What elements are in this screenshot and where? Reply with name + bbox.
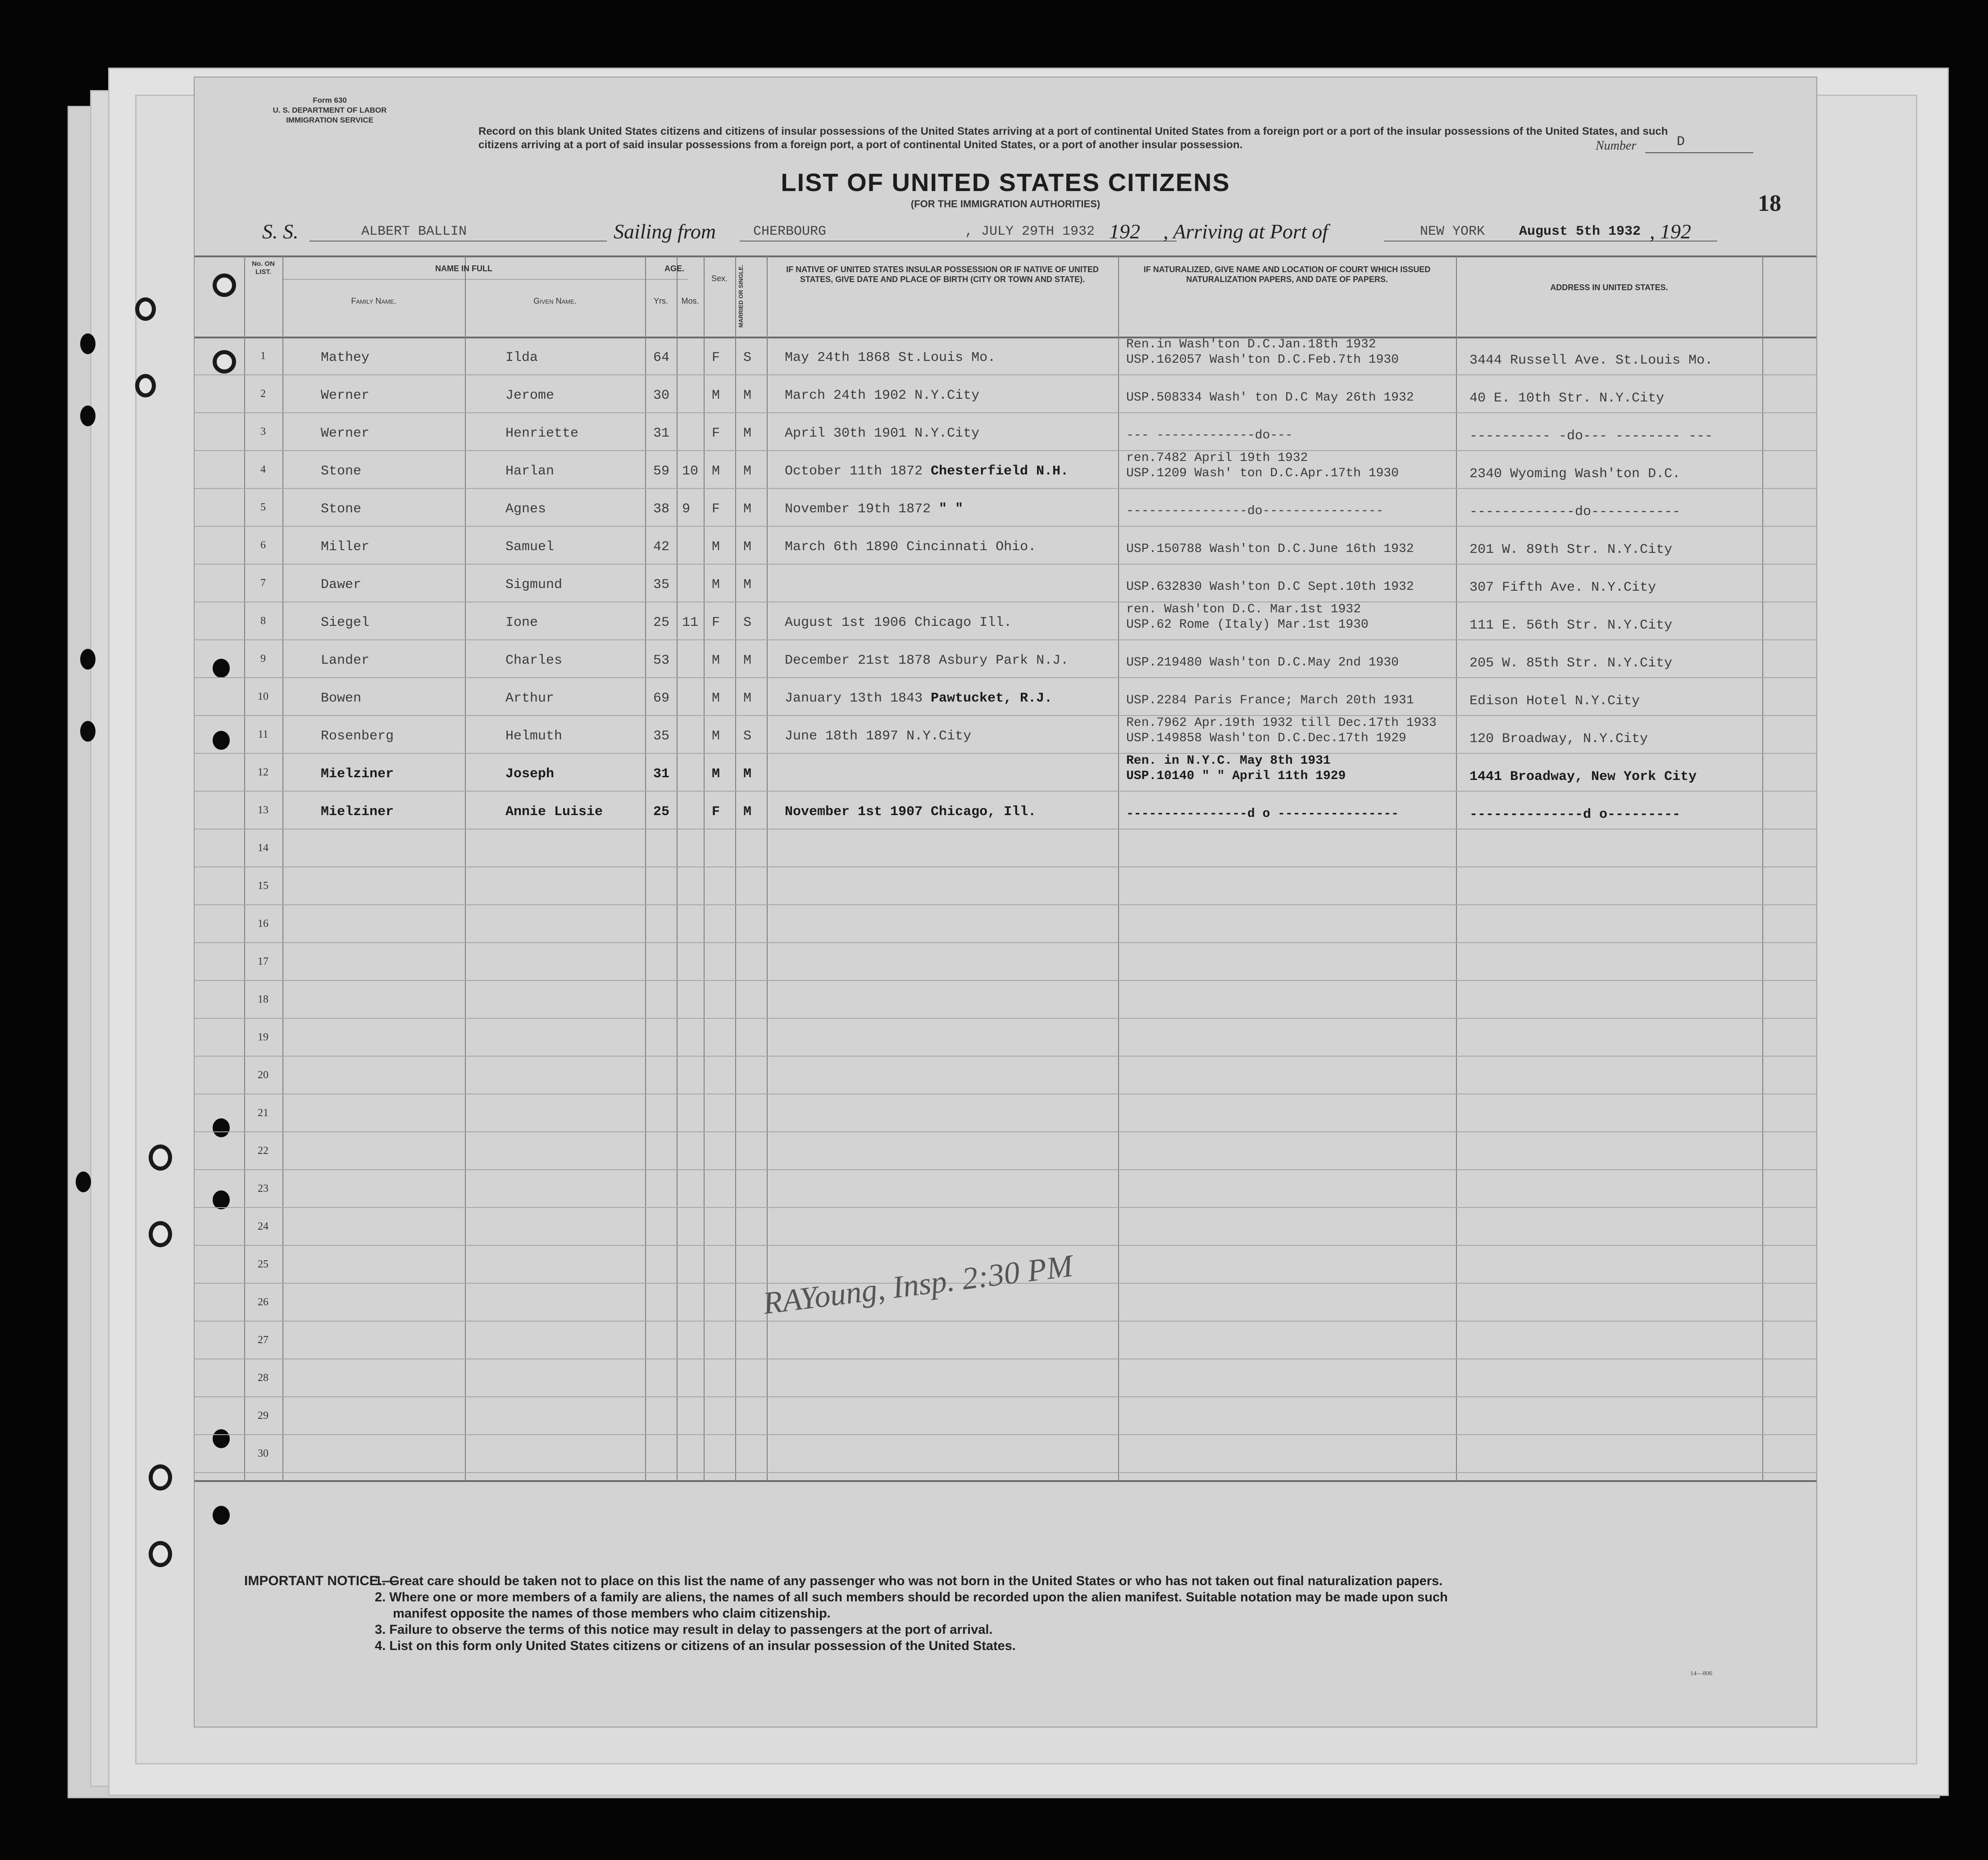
- sex: F: [712, 350, 720, 365]
- row-line: [195, 715, 1816, 716]
- marital-status: M: [743, 464, 752, 479]
- row-number: 6: [260, 539, 266, 551]
- age-months: 11: [682, 615, 699, 630]
- birth-info: November 19th 1872: [785, 501, 931, 517]
- birth-info: October 11th 1872: [785, 464, 923, 479]
- given-name: Helmuth: [505, 729, 563, 744]
- age-years: 31: [653, 766, 670, 782]
- row-line: [195, 1169, 1816, 1170]
- age-years: 25: [653, 615, 670, 630]
- row-number: 15: [258, 880, 268, 892]
- row-line: [195, 488, 1816, 489]
- form-number: Form 630: [313, 96, 347, 105]
- column-header-naturalized: IF NATURALIZED, GIVE NAME AND LOCATION OF COURT WHICH ISSUED NATURALIZATION PAPERS, AND DATE OF PAPERS.: [1143, 265, 1431, 284]
- marital-status: M: [743, 539, 752, 555]
- table-bottom-border: [195, 1480, 1816, 1482]
- marital-status: M: [743, 501, 752, 517]
- sex: M: [712, 691, 720, 706]
- sex: F: [712, 615, 720, 630]
- family-name: Werner: [321, 426, 370, 441]
- family-name: Dawer: [321, 577, 362, 593]
- birth-info: May 24th 1868 St.Louis Mo.: [785, 350, 996, 365]
- birth-info: January 13th 1843: [785, 691, 923, 706]
- column-header-married: MARRIED OR SINGLE.: [737, 264, 744, 328]
- row-number: 2: [260, 388, 266, 400]
- form-preamble: Record on this blank United States citizens and citizens of insular possessions of the United States arriving at a port of continental United States from a foreign port or a port of the insular possessions of the United States, and such citizens arriving at a port of said insular possessions from a foreign port, a port of continental United States, or a port of another insular possession.: [478, 125, 1668, 151]
- sex: M: [712, 464, 720, 479]
- naturalization-renewal: ren.7482 April 19th 1932: [1126, 451, 1308, 465]
- column-header-no: No. ON LIST.: [252, 260, 275, 276]
- inspector-signature: RAYoung, Insp. 2:30 PM: [761, 1249, 1075, 1321]
- given-name: Joseph: [505, 766, 555, 782]
- row-line: [195, 753, 1816, 754]
- row-line: [195, 791, 1816, 792]
- row-number: 21: [258, 1107, 268, 1119]
- age-years: 64: [653, 350, 670, 365]
- column-header-given: Given Name.: [533, 296, 577, 305]
- row-number: 4: [260, 464, 266, 475]
- family-name: Mielziner: [321, 804, 394, 820]
- us-address: 1441 Broadway, New York City: [1469, 769, 1697, 784]
- us-address: 2340 Wyoming Wash'ton D.C.: [1469, 466, 1681, 482]
- punch-hole: [80, 333, 96, 354]
- row-number: 11: [258, 729, 268, 740]
- naturalization-renewal: ren. Wash'ton D.C. Mar.1st 1932: [1126, 602, 1361, 616]
- marital-status: M: [743, 766, 752, 782]
- column-line: [645, 255, 646, 1481]
- us-address: 201 W. 89th Str. N.Y.City: [1469, 542, 1673, 557]
- row-line: [195, 677, 1816, 678]
- notice-item-2: 2. Where one or more members of a family are aliens, the names of all such members should be recorded upon the alien manifest. Suitable notation may be made upon such: [375, 1590, 1448, 1605]
- column-line: [1456, 255, 1457, 1481]
- sex: M: [712, 729, 720, 744]
- row-number: 14: [258, 842, 268, 854]
- family-name: Mathey: [321, 350, 370, 365]
- row-number: 17: [258, 956, 268, 967]
- age-years: 42: [653, 539, 670, 555]
- marital-status: S: [743, 615, 752, 630]
- us-address: 3444 Russell Ave. St.Louis Mo.: [1469, 353, 1713, 368]
- arrival-year-suffix: , 192: [1650, 220, 1691, 243]
- column-line: [1762, 255, 1763, 1481]
- column-header-family: Family Name.: [351, 296, 396, 305]
- number-value: D: [1677, 134, 1685, 150]
- row-number: 19: [258, 1031, 268, 1043]
- column-line: [465, 255, 466, 1481]
- row-line: [195, 526, 1816, 527]
- row-line: [195, 980, 1816, 981]
- age-years: 31: [653, 426, 670, 441]
- row-number: 29: [258, 1410, 268, 1422]
- us-address: -------------do-----------: [1469, 504, 1681, 520]
- birth-info: April 30th 1901 N.Y.City: [785, 426, 980, 441]
- punch-hole: [149, 1464, 172, 1491]
- citizens-table: [195, 255, 1816, 1481]
- punch-hole: [135, 374, 156, 397]
- us-address: 307 Fifth Ave. N.Y.City: [1469, 580, 1656, 595]
- sex: M: [712, 766, 720, 782]
- row-line: [195, 829, 1816, 830]
- row-number: 23: [258, 1183, 268, 1194]
- age-months: 10: [682, 464, 699, 479]
- row-line: [195, 866, 1816, 867]
- page-subtitle: (FOR THE IMMIGRATION AUTHORITIES): [910, 198, 1101, 210]
- birth-info: March 6th 1890 Cincinnati Ohio.: [785, 539, 1037, 555]
- number-line: [1645, 152, 1753, 153]
- column-line: [704, 255, 705, 1481]
- notice-item-2-cont: manifest opposite the names of those members who claim citizenship.: [393, 1606, 831, 1621]
- ship-name-line: [309, 241, 607, 242]
- birth-place: Chesterfield N.H.: [931, 464, 1069, 479]
- row-number: 3: [260, 426, 266, 438]
- given-name: Jerome: [505, 388, 555, 403]
- marital-status: M: [743, 804, 752, 820]
- row-number: 25: [258, 1258, 268, 1270]
- given-name: Arthur: [505, 691, 555, 706]
- punch-hole: [80, 406, 96, 426]
- punch-hole: [149, 1221, 172, 1247]
- service-name: IMMIGRATION SERVICE: [286, 116, 373, 124]
- given-name: Harlan: [505, 464, 555, 479]
- naturalization-papers: USP.62 Rome (Italy) Mar.1st 1930: [1126, 618, 1369, 632]
- punch-hole: [149, 1144, 172, 1171]
- row-line: [195, 1396, 1816, 1397]
- naturalization-papers: USP.508334 Wash' ton D.C May 26th 1932: [1126, 391, 1414, 405]
- row-number: 10: [258, 691, 268, 702]
- form-code: 14—806: [1690, 1670, 1712, 1677]
- row-line: [195, 450, 1816, 451]
- birth-place: Pawtucket, R.J.: [931, 691, 1053, 706]
- marital-status: M: [743, 691, 752, 706]
- row-number: 20: [258, 1069, 268, 1081]
- age-years: 38: [653, 501, 670, 517]
- row-line: [195, 942, 1816, 943]
- marital-status: M: [743, 577, 752, 593]
- marital-status: S: [743, 350, 752, 365]
- marital-status: M: [743, 388, 752, 403]
- form-identifier: [235, 96, 424, 125]
- marital-status: S: [743, 729, 752, 744]
- row-number: 8: [260, 615, 266, 627]
- row-number: 12: [258, 766, 268, 778]
- naturalization-papers: USP.1209 Wash' ton D.C.Apr.17th 1930: [1126, 466, 1399, 480]
- given-name: Ione: [505, 615, 538, 630]
- birth-place: " ": [939, 501, 964, 517]
- us-address: 205 W. 85th Str. N.Y.City: [1469, 656, 1673, 671]
- naturalization-renewal: Ren. in N.Y.C. May 8th 1931: [1126, 754, 1331, 768]
- punch-hole: [135, 297, 156, 321]
- given-name: Sigmund: [505, 577, 563, 593]
- naturalization-papers: USP.2284 Paris France; March 20th 1931: [1126, 693, 1414, 707]
- family-name: Siegel: [321, 615, 370, 630]
- page-title: LIST OF UNITED STATES CITIZENS: [781, 168, 1230, 196]
- row-line: [195, 1245, 1816, 1246]
- us-address: ---------- -do--- -------- ---: [1469, 429, 1713, 444]
- row-line: [195, 564, 1816, 565]
- naturalization-papers: ----------------d o ----------------: [1126, 807, 1399, 821]
- sailing-port: CHERBOURG: [753, 224, 827, 239]
- row-number: 18: [258, 994, 268, 1005]
- naturalization-papers: --- -------------do---: [1126, 429, 1293, 442]
- sex: F: [712, 426, 720, 441]
- row-line: [195, 1131, 1816, 1132]
- naturalization-papers: USP.150788 Wash'ton D.C.June 16th 1932: [1126, 542, 1414, 556]
- sailing-date: , JULY 29TH 1932: [965, 224, 1095, 239]
- column-line: [735, 255, 736, 1481]
- notice-label: IMPORTANT NOTICE.—: [244, 1573, 396, 1588]
- column-header-birth: IF NATIVE OF UNITED STATES INSULAR POSSESSION OR IF NATIVE OF UNITED STATES, GIVE DATE AND PLACE OF BIRTH (CITY OR TOWN AND STATE).: [786, 265, 1099, 284]
- arrival-port: NEW YORK: [1420, 224, 1485, 239]
- header-subline: [282, 279, 688, 280]
- column-line: [1118, 255, 1119, 1481]
- row-number: 13: [258, 804, 268, 816]
- column-header-name: NAME IN FULL: [435, 264, 492, 273]
- row-line: [195, 1207, 1816, 1208]
- family-name: Lander: [321, 653, 370, 668]
- punch-hole: [149, 1541, 172, 1567]
- page-number: 18: [1758, 191, 1781, 216]
- family-name: Bowen: [321, 691, 362, 706]
- birth-info: August 1st 1906 Chicago Ill.: [785, 615, 1012, 630]
- birth-info: November 1st 1907 Chicago, Ill.: [785, 804, 1037, 820]
- naturalization-papers: USP.219480 Wash'ton D.C.May 2nd 1930: [1126, 656, 1399, 670]
- punch-hole: [213, 1506, 230, 1525]
- punch-hole: [80, 721, 96, 742]
- family-name: Rosenberg: [321, 729, 394, 744]
- given-name: Charles: [505, 653, 563, 668]
- row-line: [195, 412, 1816, 413]
- row-number: 16: [258, 918, 268, 930]
- row-line: [195, 639, 1816, 640]
- given-name: Ilda: [505, 350, 538, 365]
- row-number: 1: [260, 350, 266, 362]
- row-line: [195, 1321, 1816, 1322]
- sailing-label: Sailing from: [614, 220, 716, 243]
- punch-hole: [76, 1172, 91, 1192]
- column-line: [677, 255, 678, 1481]
- column-header-mos: Mos.: [681, 296, 699, 305]
- given-name: Samuel: [505, 539, 555, 555]
- given-name: Agnes: [505, 501, 546, 517]
- family-name: Stone: [321, 464, 362, 479]
- arrival-date: August 5th 1932: [1519, 224, 1641, 239]
- column-header-sex: Sex.: [711, 274, 728, 283]
- naturalization-papers: USP.632830 Wash'ton D.C Sept.10th 1932: [1126, 580, 1414, 594]
- us-address: 120 Broadway, N.Y.City: [1469, 731, 1648, 747]
- us-address: Edison Hotel N.Y.City: [1469, 693, 1640, 709]
- sex: M: [712, 653, 720, 668]
- family-name: Werner: [321, 388, 370, 403]
- sailing-year-suffix: 192: [1109, 220, 1140, 243]
- notice-item-1: 1. Great care should be taken not to place on this list the name of any passenger who was not born in the United States or who has not taken out final naturalization papers.: [375, 1574, 1443, 1588]
- column-header-age: AGE.: [664, 264, 684, 273]
- sex: F: [712, 804, 720, 820]
- given-name: Henriette: [505, 426, 579, 441]
- notice-item-3: 3. Failure to observe the terms of this notice may result in delay to passengers at the port of arrival.: [375, 1623, 993, 1637]
- row-number: 26: [258, 1296, 268, 1308]
- ss-label: S. S.: [262, 220, 299, 243]
- row-line: [195, 1434, 1816, 1435]
- age-years: 59: [653, 464, 670, 479]
- row-number: 28: [258, 1372, 268, 1384]
- row-number: 5: [260, 501, 266, 513]
- row-line: [195, 374, 1816, 375]
- birth-info: June 18th 1897 N.Y.City: [785, 729, 972, 744]
- ship-name: ALBERT BALLIN: [361, 224, 467, 239]
- department-name: U. S. DEPARTMENT OF LABOR: [273, 106, 387, 114]
- naturalization-renewal: Ren.in Wash'ton D.C.Jan.18th 1932: [1126, 337, 1376, 351]
- age-years: 53: [653, 653, 670, 668]
- birth-info: December 21st 1878 Asbury Park N.J.: [785, 653, 1069, 668]
- age-years: 69: [653, 691, 670, 706]
- family-name: Mielziner: [321, 766, 394, 782]
- header-bottom-border: [195, 337, 1816, 338]
- row-number: 30: [258, 1448, 268, 1459]
- row-line: [195, 1056, 1816, 1057]
- marital-status: M: [743, 653, 752, 668]
- row-number: 7: [260, 577, 266, 589]
- naturalization-renewal: Ren.7962 Apr.19th 1932 till Dec.17th 1933: [1126, 716, 1437, 730]
- row-line: [195, 1018, 1816, 1019]
- row-number: 24: [258, 1221, 268, 1232]
- notice-item-4: 4. List on this form only United States citizens or citizens of an insular possession of the United States.: [375, 1639, 1016, 1653]
- row-number: 9: [260, 653, 266, 665]
- sex: M: [712, 539, 720, 555]
- birth-info: March 24th 1902 N.Y.City: [785, 388, 980, 403]
- row-line: [195, 1472, 1816, 1473]
- family-name: Miller: [321, 539, 370, 555]
- us-address: --------------d o---------: [1469, 807, 1681, 822]
- naturalization-papers: ----------------do----------------: [1126, 504, 1384, 518]
- age-months: 9: [682, 501, 691, 517]
- table-top-border: [195, 255, 1816, 257]
- marital-status: M: [743, 426, 752, 441]
- row-number: 22: [258, 1145, 268, 1157]
- naturalization-papers: USP.10140 " " April 11th 1929: [1126, 769, 1346, 783]
- sex: F: [712, 501, 720, 517]
- punch-hole: [80, 649, 96, 670]
- sex: M: [712, 388, 720, 403]
- age-years: 25: [653, 804, 670, 820]
- naturalization-papers: USP.149858 Wash'ton D.C.Dec.17th 1929: [1126, 731, 1406, 745]
- column-header-address: ADDRESS IN UNITED STATES.: [1550, 283, 1668, 292]
- age-years: 30: [653, 388, 670, 403]
- arriving-label: , Arriving at Port of: [1163, 220, 1328, 243]
- age-years: 35: [653, 729, 670, 744]
- us-address: 111 E. 56th Str. N.Y.City: [1469, 618, 1673, 633]
- column-header-yrs: Yrs.: [653, 296, 668, 305]
- row-number: 27: [258, 1334, 268, 1346]
- age-years: 35: [653, 577, 670, 593]
- sex: M: [712, 577, 720, 593]
- number-label: Number: [1596, 139, 1637, 153]
- family-name: Stone: [321, 501, 362, 517]
- column-line: [282, 255, 283, 1481]
- row-line: [195, 904, 1816, 905]
- manifest-form: [194, 77, 1817, 1728]
- us-address: 40 E. 10th Str. N.Y.City: [1469, 391, 1665, 406]
- naturalization-papers: USP.162057 Wash'ton D.C.Feb.7th 1930: [1126, 353, 1399, 367]
- given-name: Annie Luisie: [505, 804, 603, 820]
